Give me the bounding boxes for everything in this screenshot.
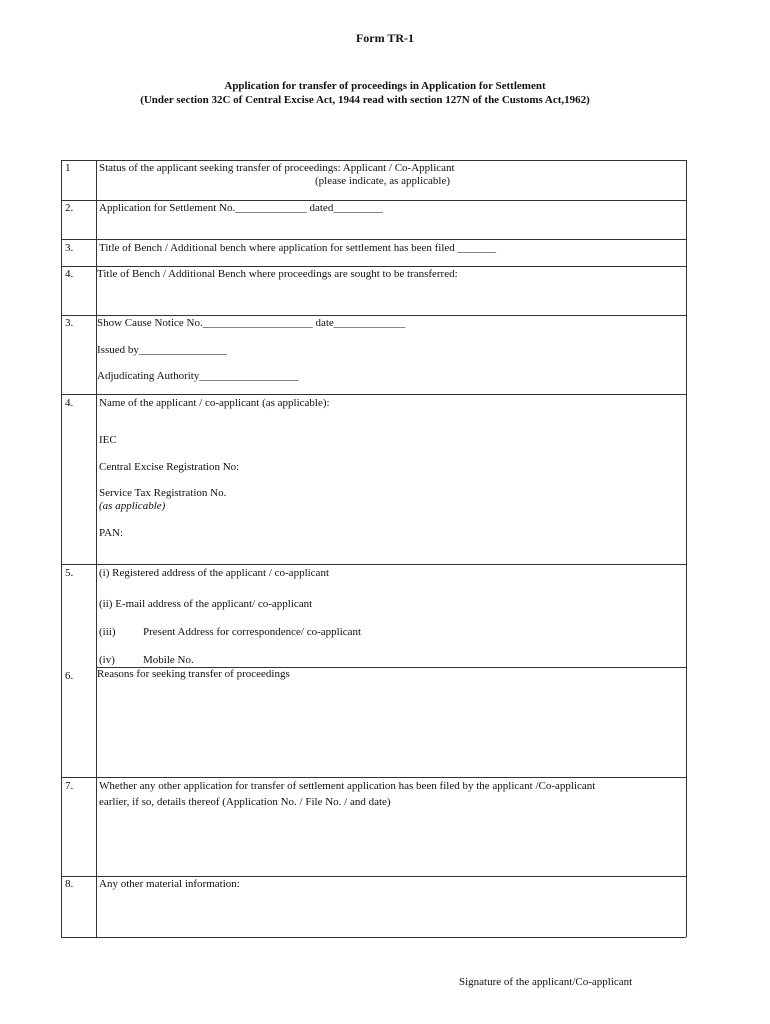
row-number: 6. <box>65 670 74 682</box>
signature-label: Signature of the applicant/Co-applicant <box>459 976 633 988</box>
row-number: 3. <box>65 317 74 329</box>
transfer-reasons-label: Reasons for seeking transfer of proceedings <box>97 668 290 680</box>
row-number: 1 <box>65 162 71 174</box>
bench-transfer-field: Title of Bench / Additional Bench where proceedings are sought to be transferred: <box>97 268 458 280</box>
row-number: 3. <box>65 242 74 254</box>
item-marker: (iv) <box>99 654 115 666</box>
settlement-application-field: Application for Settlement No._____________ dated_________ <box>99 202 383 214</box>
form-heading: Application for transfer of proceedings in Application for Settlement <box>224 80 546 92</box>
row-divider <box>61 239 686 240</box>
registered-address-label: (i) Registered address of the applicant / co-applicant <box>99 567 329 579</box>
row-number: 4. <box>65 268 74 280</box>
row-divider <box>61 200 686 201</box>
service-tax-registration-label: Service Tax Registration No. <box>99 487 227 499</box>
table-border-left <box>61 160 62 937</box>
row-number: 4. <box>65 397 74 409</box>
item-marker: (iii) <box>99 626 116 638</box>
issued-by-field: Issued by________________ <box>97 344 227 356</box>
form-title: Form TR-1 <box>355 31 415 45</box>
other-application-details: earlier, if so, details thereof (Application No. / File No. / and date) <box>99 796 391 808</box>
row-divider <box>61 564 686 565</box>
row-divider <box>61 876 686 877</box>
other-application-label: Whether any other application for transfer of settlement application has been filed by the applicant /Co-applicant <box>99 780 596 792</box>
bench-filed-field: Title of Bench / Additional bench where application for settlement has been filed _______ <box>99 242 497 254</box>
applicant-name-label: Name of the applicant / co-applicant (as applicable): <box>99 397 330 409</box>
email-address-label: (ii) E-mail address of the applicant/ co-applicant <box>99 598 313 610</box>
show-cause-notice-field: Show Cause Notice No.____________________ date_____________ <box>97 317 406 329</box>
form-subheading: (Under section 32C of Central Excise Act, 1944 read with section 127N of the Customs Act,1962) <box>140 94 590 106</box>
row-divider <box>61 394 686 395</box>
row-number: 5. <box>65 567 74 579</box>
row-divider <box>61 777 686 778</box>
row-number: 8. <box>65 878 74 890</box>
iec-label: IEC <box>99 434 117 446</box>
central-excise-registration-label: Central Excise Registration No: <box>99 461 240 473</box>
table-border-right <box>686 160 687 937</box>
row-number: 7. <box>65 780 74 792</box>
other-information-label: Any other material information: <box>99 878 240 890</box>
mobile-number-label: Mobile No. <box>143 654 194 666</box>
row-divider <box>61 315 686 316</box>
applicant-status-label: Status of the applicant seeking transfer of proceedings: Applicant / Co-Applicant <box>99 162 455 174</box>
service-tax-registration-note: (as applicable) <box>99 500 166 512</box>
row-number: 2. <box>65 202 74 214</box>
applicant-status-note: (please indicate, as applicable) <box>315 175 450 187</box>
adjudicating-authority-field: Adjudicating Authority__________________ <box>97 370 299 382</box>
table-border-bottom <box>61 937 686 938</box>
row-divider <box>61 266 686 267</box>
table-border-top <box>61 160 686 161</box>
present-address-label: Present Address for correspondence/ co-applicant <box>143 626 362 638</box>
pan-label: PAN: <box>99 527 124 539</box>
